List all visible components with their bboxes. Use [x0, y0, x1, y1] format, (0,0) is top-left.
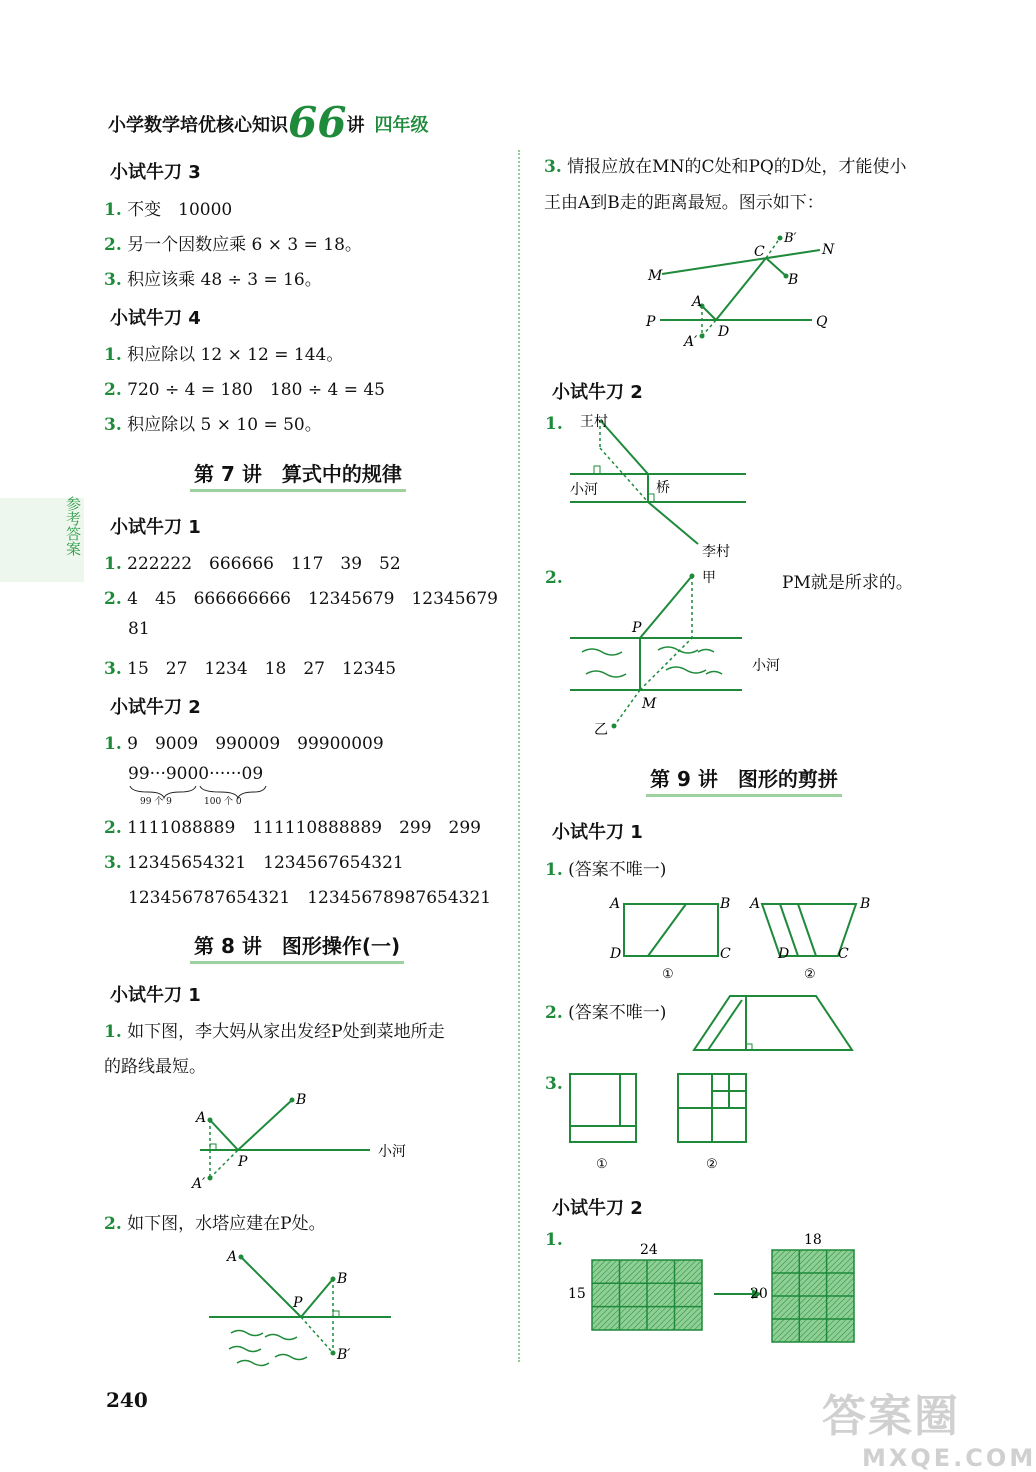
point-label: B — [337, 1271, 348, 1287]
item-number: 1. — [545, 1230, 563, 1250]
brace-expression: 99···9000······09 — [128, 764, 264, 784]
section-title: 小试牛刀 2 — [110, 697, 201, 718]
header-suffix: 讲 — [346, 115, 365, 136]
chapter-title: 第 8 讲 图形操作(一) — [190, 930, 404, 964]
answer-line: 3. 积应该乘 48 ÷ 3 = 16。 — [104, 270, 322, 290]
answer-line: 2. 1111088889 111110888889 299 299 — [104, 818, 482, 838]
dimension-label: 15 — [568, 1286, 586, 1302]
answer-line: 2. (答案不唯一) — [545, 1003, 667, 1023]
dimension-label: 20 — [750, 1286, 768, 1302]
item-number: 2. — [545, 568, 563, 588]
figure-water-tower — [205, 1245, 405, 1375]
point-label: B — [860, 896, 871, 912]
point-label: A′ — [684, 334, 698, 350]
header-number: 66 — [288, 98, 347, 147]
point-label: D — [778, 946, 790, 962]
brace-label: 99 个 9 — [140, 797, 172, 807]
point-label: C — [720, 946, 731, 962]
point-label: Q — [816, 314, 828, 330]
figure-number: ② — [804, 967, 816, 982]
point-label: P — [632, 620, 642, 636]
place-label: 乙 — [594, 722, 608, 738]
point-label: C — [838, 946, 849, 962]
point-label: B′ — [337, 1347, 351, 1363]
point-label: A — [692, 294, 703, 310]
point-label: B — [720, 896, 731, 912]
answer-line: 2. 另一个因数应乘 6 × 3 = 18。 — [104, 235, 362, 255]
watermark-line1: 答案圈 — [822, 1391, 960, 1442]
item-number: 1. — [545, 414, 563, 434]
watermark-line2: MXQE.COM — [862, 1444, 1036, 1472]
point-label: C — [754, 244, 765, 260]
page-number: 240 — [106, 1388, 148, 1412]
answer-line: 123456787654321 12345678987654321 — [128, 888, 492, 908]
figure-mn-pq — [640, 226, 850, 356]
answer-line: 1. 积应除以 12 × 12 = 144。 — [104, 345, 344, 365]
place-label: 甲 — [702, 570, 716, 586]
item-number: 3. — [545, 1074, 563, 1094]
dimension-label: 18 — [804, 1232, 822, 1248]
dimension-label: 24 — [640, 1242, 658, 1258]
point-label: P — [646, 314, 656, 330]
point-label: A — [610, 896, 621, 912]
point-label: P — [293, 1295, 303, 1311]
figure-bridge — [566, 408, 756, 560]
watermark — [822, 1380, 1036, 1472]
place-label: 王村 — [580, 414, 608, 430]
section-title: 小试牛刀 1 — [110, 517, 201, 538]
answer-line: PM就是所求的。 — [782, 573, 913, 593]
answer-line: 81 — [128, 619, 150, 639]
section-title: 小试牛刀 4 — [110, 308, 201, 329]
answer-line: 的路线最短。 — [104, 1057, 206, 1077]
point-label: N — [822, 242, 835, 258]
column-divider — [518, 150, 520, 1362]
chapter-title: 第 9 讲 图形的剪拼 — [646, 763, 842, 797]
point-label: D — [718, 324, 730, 340]
figure-number: ② — [706, 1157, 718, 1172]
bridge-label: 桥 — [656, 480, 670, 496]
chapter-title: 第 7 讲 算式中的规律 — [190, 458, 406, 492]
point-label: A′ — [192, 1176, 206, 1192]
answer-line: 3. 12345654321 1234567654321 — [104, 853, 404, 873]
answer-line: 2. 4 45 666666666 12345679 12345679 — [104, 589, 499, 609]
answer-line: 1. 如下图，李大妈从家出发经P处到菜地所走 — [104, 1022, 445, 1042]
point-label: A — [750, 896, 761, 912]
figure-square-cuts — [566, 1070, 756, 1178]
answer-line: 3. 情报应放在MN的C处和PQ的D处，才能使小 — [544, 157, 907, 177]
section-title: 小试牛刀 3 — [110, 162, 201, 183]
brace-label: 100 个 0 — [204, 797, 242, 807]
point-label: A — [196, 1110, 207, 1126]
river-label: 小河 — [378, 1144, 406, 1160]
answer-line: 2. 720 ÷ 4 = 180 180 ÷ 4 = 45 — [104, 380, 385, 400]
answer-line: 1. 9 9009 990009 99900009 — [104, 734, 384, 754]
point-label: M — [648, 268, 663, 284]
river-label: 小河 — [570, 482, 598, 498]
header-title: 小学数学培优核心知识 — [108, 115, 288, 136]
section-title: 小试牛刀 1 — [552, 822, 643, 843]
figure-jia-yi — [566, 566, 796, 738]
answer-line: 1. 不变 10000 — [104, 200, 233, 220]
section-title: 小试牛刀 2 — [552, 1198, 643, 1219]
section-title: 小试牛刀 1 — [110, 985, 201, 1006]
book-header — [108, 92, 429, 147]
point-label: M — [642, 696, 657, 712]
point-label: B′ — [784, 231, 797, 246]
point-label: B — [788, 272, 799, 288]
answer-line: 3. 15 27 1234 18 27 12345 — [104, 659, 397, 679]
answer-line: 王由A到B走的距离最短。图示如下： — [544, 193, 824, 213]
answer-line: 1. 222222 666666 117 39 52 — [104, 554, 401, 574]
figure-cut-shapes — [606, 890, 886, 984]
figure-grid-rearrange — [566, 1226, 866, 1348]
figure-trapezoid-cut — [690, 990, 856, 1056]
section-title: 小试牛刀 2 — [552, 382, 643, 403]
figure-river-path — [190, 1088, 420, 1198]
answer-line: 3. 积应除以 5 × 10 = 50。 — [104, 415, 322, 435]
answer-line: 2. 如下图，水塔应建在P处。 — [104, 1214, 326, 1234]
side-tab-label: 参考答案 — [64, 496, 82, 556]
point-label: B — [296, 1092, 307, 1108]
point-label: D — [610, 946, 622, 962]
figure-number: ① — [662, 967, 674, 982]
place-label: 李村 — [702, 544, 730, 560]
point-label: P — [238, 1154, 248, 1170]
river-label: 小河 — [752, 658, 780, 674]
figure-number: ① — [596, 1157, 608, 1172]
point-label: A — [227, 1249, 238, 1265]
answer-line: 1. (答案不唯一) — [545, 860, 667, 880]
header-grade: 四年级 — [374, 115, 429, 136]
